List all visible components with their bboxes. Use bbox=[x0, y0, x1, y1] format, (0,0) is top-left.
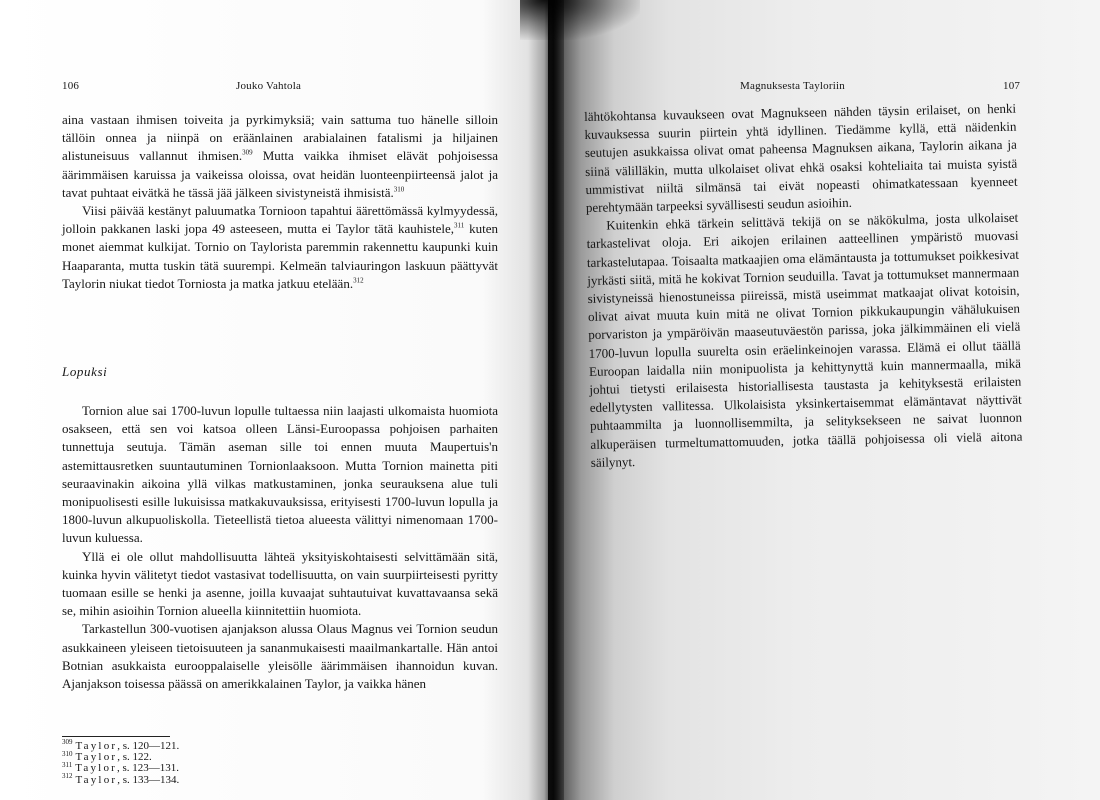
footnote: $^{309}$ Taylor, s. 120—121. bbox=[62, 738, 180, 752]
page-number-right: 107 bbox=[1003, 80, 1021, 92]
footnote: $^{311}$ Taylor, s. 123—131. bbox=[62, 760, 180, 775]
footnote: $^{312}$ Taylor, s. 133—134. bbox=[62, 771, 180, 786]
footnote-ref-309[interactable]: 309 bbox=[242, 149, 253, 158]
binding-shadow bbox=[520, 0, 640, 40]
paragraph: Tarkastellun 300-vuotisen ajanjakson alussa Olaus Magnus vei Tornion seudun asukkaineen yleiseen tietoisuuteen ja sananmukaisesti maailmankartalle. Hän antoi Botnian asukkaista eurooppalaiselle yleisölle äärimmäisen ihannoidun kuvan. Ajanjakson toisessa päässä on amerikkalainen Taylor, ja vaikka hänen bbox=[62, 621, 498, 692]
left-body-top bbox=[62, 111, 498, 293]
footnote-divider bbox=[62, 736, 170, 737]
footnotes bbox=[62, 738, 180, 786]
running-head-left: Jouko Vahtola bbox=[236, 80, 302, 92]
right-page bbox=[548, 0, 1100, 800]
paragraph: Viisi päivää kestänyt paluumatka Tornioon tapahtui äärettömässä kylmyydessä, jolloin pakkanen laski jopa 49 asteeseen, mutta ei Taylor tätä kauhistele,$^{311}$ kuten monet aiemmat kulkijat. Tornio on Taylorista paremmin rakennettu kaupunki kuin Haaparanta, mutta tuskin tätä suurempi. Kelmeän talviauringon laskuun päättyvät Taylorin niukat tiedot Torniosta ja matka jatkuu etelään.$^{312}$ bbox=[62, 203, 498, 291]
right-body bbox=[584, 100, 1023, 472]
book-gutter bbox=[528, 0, 564, 800]
paragraph: Tornion alue sai 1700-luvun lopulle tultaessa niin laajasti ulkomaista huomiota osakseen, että sen voi katsoa olleen Länsi-Euroopassa pohjoisen parhaiten tunnettuja seutuja. Tämän aseman sille toi ennen muuta Maupertuis'n astemittausretken suuntautuminen Tornionlaaksoon. Mutta Tornion mainetta piti seuraavinakin aikoina yllä vilkas matkustaminen, jonka seurauksena alue tuli monipuolisesti esille lukuisissa matkakuvauksissa, erityisesti 1700-luvun lopulla ja 1800-luvun alkupuoliskolla. Tieteellistä tietoa alueesta välittyi nimenomaan 1700-luvun kuluessa. bbox=[62, 403, 498, 546]
left-body-bottom bbox=[62, 402, 498, 693]
paragraph: aina vastaan ihmisen toiveita ja pyrkimyksiä; vain sattuma tuo hänelle silloin tällöin onnea ja niinpä on eräänlainen arabialainen fatalismi ja hiljainen alistuneisuus vallannut ihmisen.$^{309}$ Mutta vaikka ihmiset elävät pohjoisessa äärimmäisen karuissa ja vaikeissa oloissa, ovat heidän luonteenpiirteensä jalot ja tavat puhtaat eivätkä he tässä jää jälkeen sivistyneistä ihmisistä.$^{310}$ bbox=[62, 112, 498, 200]
page-number-left: 106 bbox=[62, 80, 80, 92]
paragraph: Yllä ei ole ollut mahdollisuutta lähteä yksityiskohtaisesti selvittämään sitä, kuinka hyvin välitetyt tiedot vastasivat todellisuutta, on vain suurpiirteisesti pyritty tuomaan esille se henki ja asenne, joilla kuvaajat suhtautuivat kuvattavaansa sekä se, mihin asioihin Tornion alueella kiinnitettiin huomiota. bbox=[62, 548, 498, 619]
section-heading: Lopuksi bbox=[62, 364, 108, 379]
paragraph: lähtökohtansa kuvaukseen ovat Magnukseen nähden täysin erilaiset, on henki kuvauksessa suurin piirtein yhtä idyllinen. Tiedämme kyllä, että näidenkin seutujen asukkaissa olivat omat paheensa Magnuksen aikana, Taylorin aikana ja siinä välilläkin, mutta ulkolaiset olivat ehkä osaksi kohteliaita tai muista syistä ummistivat niiltä silmänsä tai eivät nopeasti ohimatkatessaan kyenneet perehtymään tarpeeksi syvällisesti seudun asioihin. bbox=[584, 100, 1018, 215]
paragraph: Kuitenkin ehkä tärkein selittävä tekijä on se näkökulma, josta ulkolaiset tarkastelivat oloja. Eri aikojen erilainen aatteellinen ympäristö muovasi tarkastelutapaa. Toisaalta matkaajien oma elämäntausta ja tottumukset poikkesivat jyrkästi siitä, mitä he kokivat Tornion seuduilla. Tavat ja tottumukset mannermaan sivistyneissä hienostuneissa piireissä, mistä useimmat matkaajat olivat kotoisin, olivat aivat muuta kuin mitä ne olivat Tornion pikkukaupungin vähälukuisen porvariston ja ympäröivän maaseutuväestön parissa, joka jälkimmäinen eli vielä 1700-luvun lopulla suurelta osin eräelinkeinojen varassa. Elämä ei ollut täällä Euroopan laidalla niin monipuolista ja kehittynyttä kuin mannermaalla, mikä johtui tietysti erilaisesta historiallisesta taustasta ja kehityksestä erilaisten edellytysten vallitessa. Ulkolaisista yksinkertaisemmat elämäntavat näyttivät puhtaammilta ja luonnollisemmilta, ja selityksekseen ne saivat luonnon alkuperäisen turmeltumattomuuden, jotka täällä pohjoisessa oli vielä aitona säilynyt. bbox=[586, 209, 1023, 470]
left-page bbox=[0, 0, 548, 800]
footnote: $^{310}$ Taylor, s. 122. bbox=[62, 749, 152, 764]
footnote-ref-311[interactable]: 311 bbox=[453, 221, 465, 230]
footnote-ref-310[interactable]: 310 bbox=[393, 185, 405, 194]
footnote-ref-312[interactable]: 312 bbox=[353, 276, 364, 285]
running-head-right: Magnuksesta Tayloriin bbox=[740, 80, 845, 92]
